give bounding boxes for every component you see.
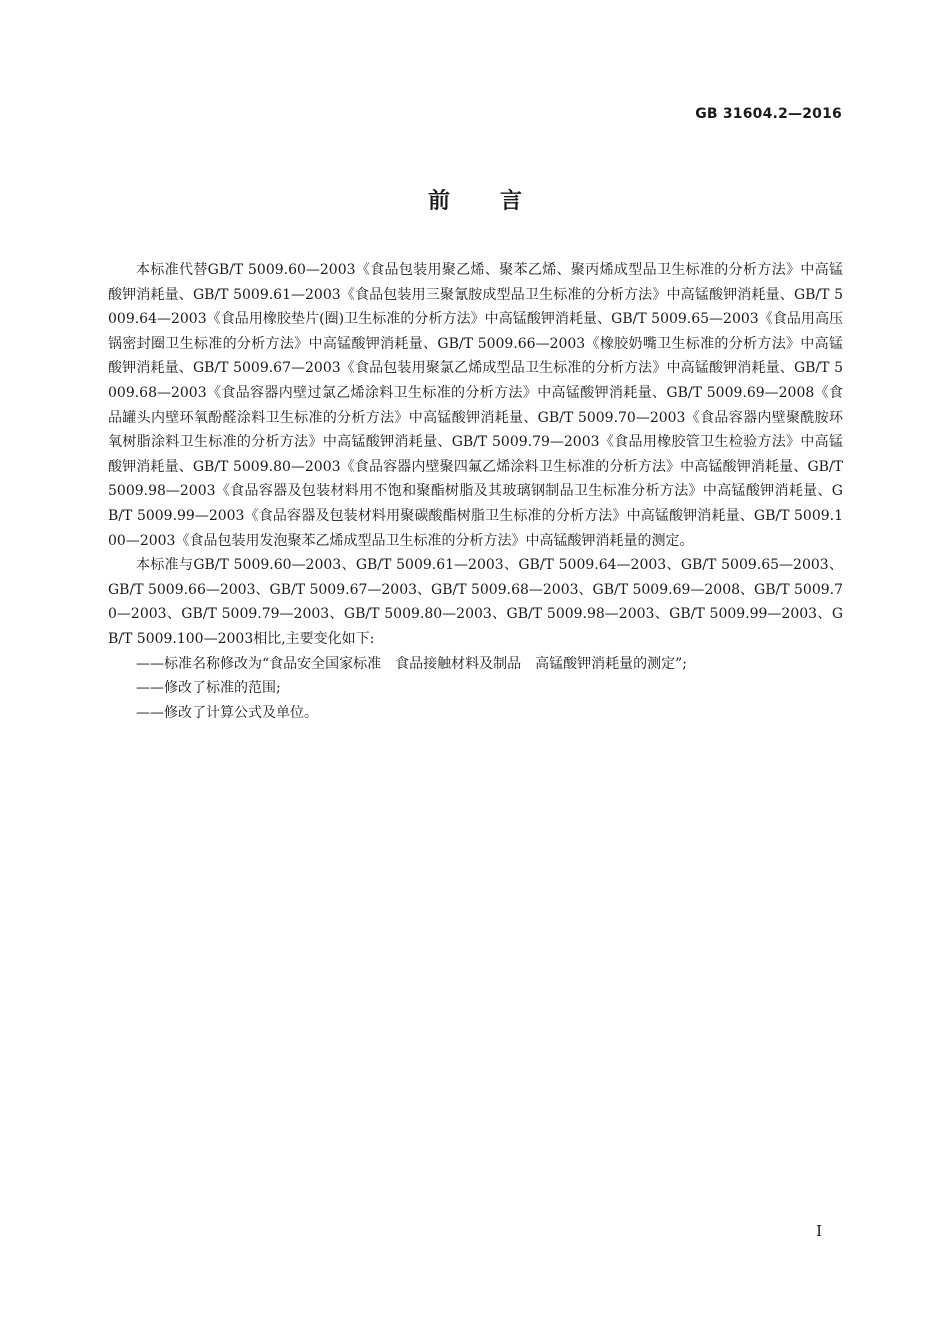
page-title: 前言 [427, 189, 572, 214]
paragraph-replaces: 本标准代替GB/T 5009.60—2003《食品包装用聚乙烯、聚苯乙烯、聚丙烯成型品卫生标准的分析方法》中高锰酸钾消耗量、GB/T 5009.61—2003《食品包装用三聚氰胺成型品卫生标准的分析方法》中高锰酸钾消耗量、GB/T 5009.64—2003《食品用橡胶垫片(圈)卫生标准的分析方法》中高锰酸钾消耗量、GB/T 5009.65—2003《食品用高压锅密封圈卫生标准的分析方法》中高锰酸钾消耗量、GB/T 5009.66—2003《橡胶奶嘴卫生标准的分析方法》中高锰酸钾消耗量、GB/T 5009.67—2003《食品包装用聚氯乙烯成型品卫生标准的分析方法》中高锰酸钾消耗量、GB/T 5009.68—2003《食品容器内壁过氯乙烯涂料卫生标准的分析方法》中高锰酸钾消耗量、GB/T 5009.69—2008《食品罐头内壁环氧酚醛涂料卫生标准的分析方法》中高锰酸钾消耗量、GB/T 5009.70—2003《食品容器内壁聚酰胺环氧树脂涂料卫生标准的分析方法》中高锰酸钾消耗量、GB/T 5009.79—2003《食品用橡胶管卫生检验方法》中高锰酸钾消耗量、GB/T 5009.80—2003《食品容器内壁聚四氟乙烯涂料卫生标准的分析方法》中高锰酸钾消耗量、GB/T 5009.98—2003《食品容器及包装材料用不饱和聚酯树脂及其玻璃钢制品卫生标准分析方法》中高锰酸钾消耗量、GB/T 5009.99—2003《食品容器及包装材料用聚碳酸酯树脂卫生标准的分析方法》中高锰酸钾消耗量、GB/T 5009.100—2003《食品包装用发泡聚苯乙烯成型品卫生标准的分析方法》中高锰酸钾消耗量的测定。 [108, 262, 843, 549]
change-item-scope: ——修改了标准的范围; [136, 680, 281, 697]
foreword-body [108, 258, 843, 725]
paragraph-changes-intro: 本标准与GB/T 5009.60—2003、GB/T 5009.61—2003、GB/T 5009.64—2003、GB/T 5009.65—2003、GB/T 5009.66—2003、GB/T 5009.67—2003、GB/T 5009.68—2003、GB/T 5009.69—2008、GB/T 5009.70—2003、GB/T 5009.79—2003、GB/T 5009.80—2003、GB/T 5009.98—2003、GB/T 5009.99—2003、GB/T 5009.100—2003相比,主要变化如下: [108, 557, 843, 647]
page-number: I [816, 1222, 822, 1240]
change-item-title: ——标准名称修改为“食品安全国家标准 食品接触材料及制品 高锰酸钾消耗量的测定”; [136, 655, 688, 672]
standard-number: GB 31604.2—2016 [695, 106, 842, 122]
change-item-formula: ——修改了计算公式及单位。 [136, 704, 318, 721]
